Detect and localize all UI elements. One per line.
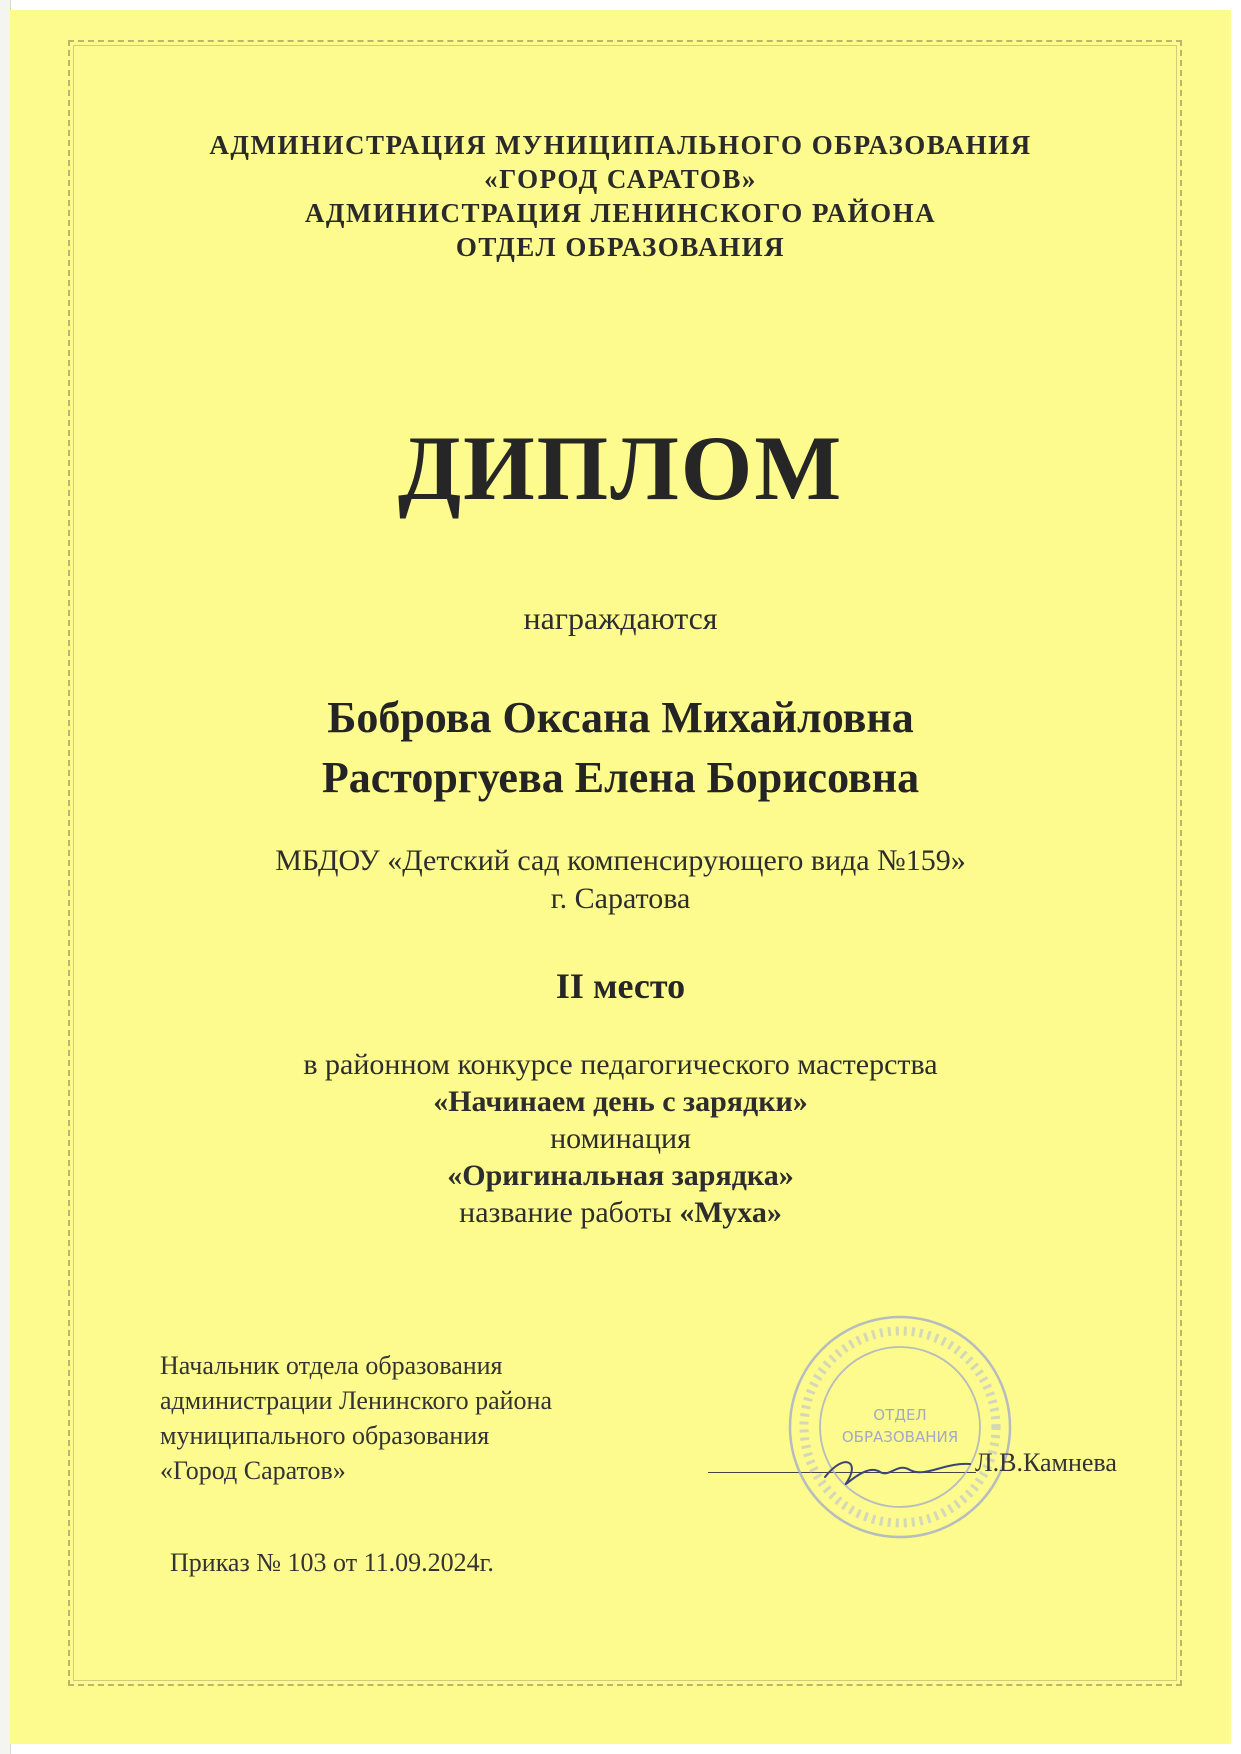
place-awarded: II место xyxy=(555,966,686,1006)
stamp-text: ОБРАЗОВАНИЯ xyxy=(841,1428,959,1446)
issuer-header xyxy=(0,128,1241,264)
recipient-name: Боброва Оксана Михайловна xyxy=(327,693,914,742)
diploma-title: ДИПЛОМ xyxy=(397,417,844,519)
awarded-caption: награждаются xyxy=(523,600,718,636)
header-line-1: АДМИНИСТРАЦИЯ МУНИЦИПАЛЬНОГО ОБРАЗОВАНИЯ xyxy=(209,130,1032,160)
header-line-2: «ГОРОД САРАТОВ» xyxy=(484,164,757,194)
signer-line-3: муниципального образования xyxy=(160,1421,490,1450)
contest-description: в районном конкурсе педагогического мастерства xyxy=(303,1048,938,1081)
nomination-name: «Оригинальная зарядка» xyxy=(447,1159,794,1192)
signature-scribble xyxy=(825,1462,970,1484)
header-line-4: ОТДЕЛ ОБРАЗОВАНИЯ xyxy=(455,232,786,262)
contest-name: «Начинаем день с зарядки» xyxy=(433,1085,808,1118)
organization-city: г. Саратова xyxy=(550,882,691,915)
organization xyxy=(0,842,1241,918)
work-title: «Муха» xyxy=(679,1196,782,1229)
recipient-name: Расторгуева Елена Борисовна xyxy=(321,753,920,802)
signer-line-1: Начальник отдела образования xyxy=(160,1351,503,1380)
signer-position xyxy=(160,1348,680,1488)
signer-name: Л.В.Камнева xyxy=(975,1448,1117,1477)
header-line-3: АДМИНИСТРАЦИЯ ЛЕНИНСКОГО РАЙОНА xyxy=(304,198,937,228)
work-title-line xyxy=(0,1194,1241,1231)
stamp-text: ОТДЕЛ xyxy=(873,1406,927,1424)
work-title-prefix: название работы xyxy=(459,1196,680,1229)
contest-info xyxy=(0,1046,1241,1231)
recipients xyxy=(0,688,1241,808)
signer-line-2: администрации Ленинского района xyxy=(160,1386,552,1415)
organization-name: МБДОУ «Детский сад компенсирующего вида №159» xyxy=(275,844,966,877)
nomination-label: номинация xyxy=(550,1122,691,1155)
official-stamp xyxy=(785,1312,1015,1542)
order-reference: Приказ № 103 от 11.09.2024г. xyxy=(170,1548,494,1577)
signer-line-4: «Город Саратов» xyxy=(160,1456,346,1485)
